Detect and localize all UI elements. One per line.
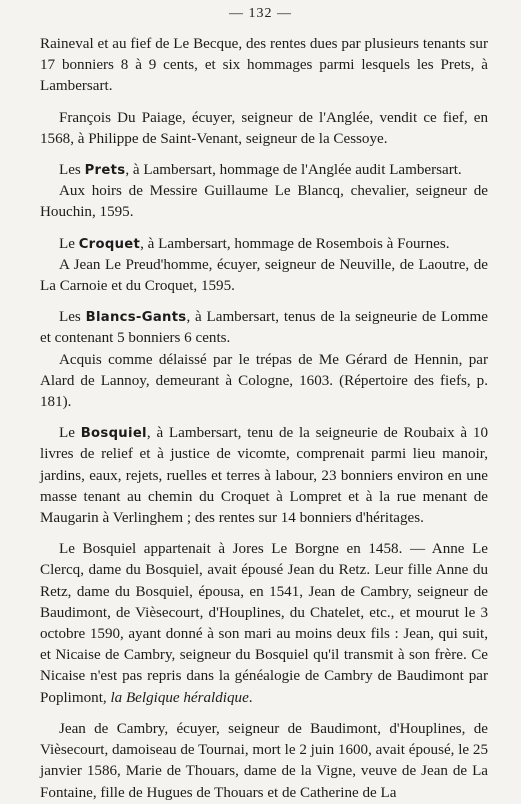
- paragraph-text: Aux hoirs de Messire Guillaume Le Blancq, chevalier, seigneur de Houchin, 1595.: [40, 183, 488, 221]
- fief-name: Prets: [84, 163, 126, 179]
- paragraph-text: Raineval et au fief de Le Becque, des rentes dues par plusieurs tenants sur 17 bonniers 8 à 9 cents, et six hommages parmi lesquels les Prets, à Lambersart.: [40, 36, 488, 95]
- fief-entry: [40, 160, 488, 181]
- entry-text: , à Lambersart, hommage de Rosembois à Fournes.: [140, 235, 450, 252]
- paragraph: [40, 108, 488, 150]
- paragraph-text: François Du Paiage, écuyer, seigneur de l'Anglée, vendit ce fief, en 1568, à Philippe de Saint-Venant, seigneur de la Cessoye.: [40, 109, 488, 147]
- paragraph: [40, 350, 488, 414]
- entry-text: , à Lambersart, hommage de l'Anglée audit Lambersart.: [125, 162, 462, 179]
- page-number: — 132 —: [229, 6, 292, 21]
- paragraph-text: Jean de Cambry, écuyer, seigneur de Baudimont, d'Houplines, de Vièsecourt, damoiseau de Tournai, mort le 2 juin 1600, avait épousé, le 25 janvier 1586, Marie de Thouars, dame de la Vigne, veuve de Jean de La Fontaine, fille de Hugues de Thouars et de Catherine de La: [40, 720, 488, 801]
- paragraph-text: Le Bosquiel appartenait à Jores Le Borgne en 1458. — Anne Le Clercq, dame du Bosquiel, avait épousé Jean du Retz. Leur fille Anne du Retz, dame du Bosquiel, épousa, en 1541, Jean de Cambry, seigneur de Baudimont, de Vièsecourt, d'Houplines, du Chatelet, etc., et mourut le 3 octobre 1590, ayant donné à son mari au moins deux fils : Jean, qui suit, et Nicaise de Cambry, seigneur du Bosquiel qu'il transmit à son frère. Ce Nicaise n'est pas repris dans la généalogie de Cambry de Baudimont par Poplimont,: [40, 541, 488, 706]
- paragraph: [40, 719, 488, 804]
- entry-text: , à Lambersart, tenu de la seigneurie de Roubaix à 10 livres de relief et à justice de vicomte, comprenait parmi lieu manoir, jardins, eaux, rejets, ruelles et terres à labour, 23 bonniers environ en une masse tenant au chemin du Croquet à Lompret et à la rue menant de Maugarin à Verlinghem ; des rentes sur 14 bonniers d'héritages.: [40, 425, 488, 527]
- page-body: [40, 34, 488, 804]
- italic-title: la Belgique héraldique: [110, 689, 249, 706]
- fief-name: Blancs-Gants: [85, 310, 187, 326]
- fief-entry: [40, 423, 488, 529]
- fief-entry: [40, 307, 488, 349]
- entry-text: , à Lambersart, tenus de la seigneurie de Lomme et contenant 5 bonniers 6 cents.: [40, 309, 488, 347]
- fief-entry: [40, 234, 488, 255]
- entry-lead: Les: [59, 162, 85, 179]
- fief-name: Croquet: [78, 236, 141, 252]
- paragraph-text: A Jean Le Preud'homme, écuyer, seigneur de Neuville, de Laoutre, de La Carnoie et du Croquet, 1595.: [40, 256, 488, 295]
- entry-lead: Le: [59, 425, 81, 442]
- entry-lead: Les: [59, 309, 86, 326]
- paragraph: [40, 255, 488, 297]
- fief-name: Bosquiel: [80, 426, 147, 442]
- paragraph: [40, 34, 488, 98]
- paragraph: [40, 539, 488, 709]
- paragraph-tail: .: [248, 689, 253, 706]
- paragraph: [40, 181, 488, 223]
- paragraph-text: Acquis comme délaissé par le trépas de Me Gérard de Hennin, par Alard de Lannoy, demeurant à Cologne, 1603. (Répertoire des fiefs, p. 181).: [40, 351, 488, 411]
- entry-lead: Le: [59, 235, 79, 252]
